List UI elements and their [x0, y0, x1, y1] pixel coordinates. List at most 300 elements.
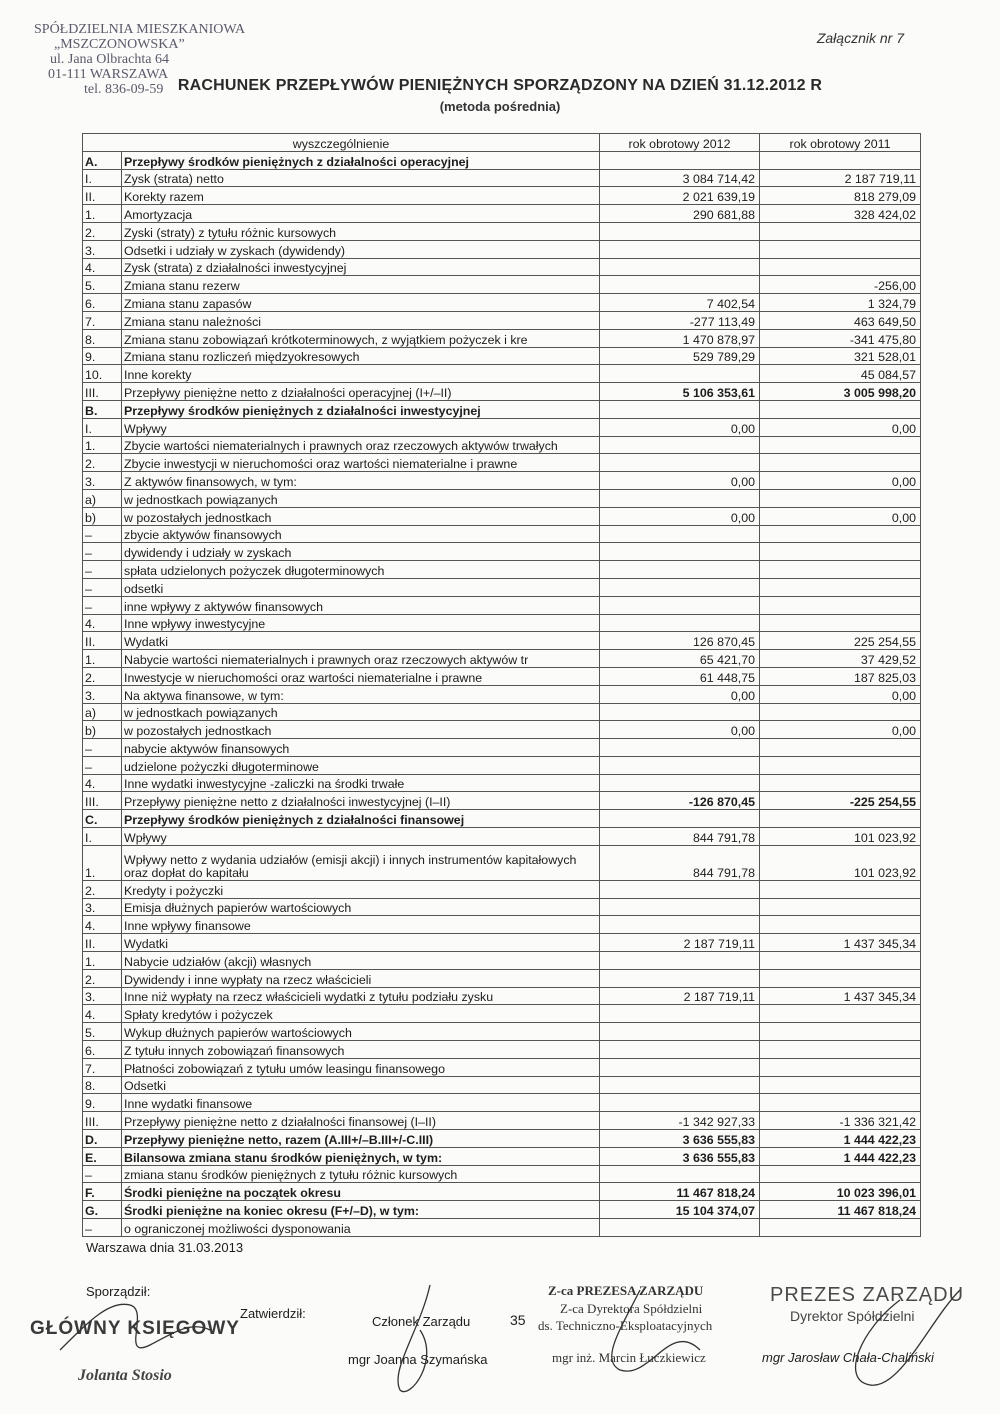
row-number: D.	[83, 1130, 122, 1148]
table-row	[83, 774, 921, 792]
row-number: –	[83, 525, 122, 543]
value-2012	[600, 561, 760, 579]
row-label: Zyski (straty) z tytułu różnic kursowych	[122, 222, 600, 240]
row-number: II.	[83, 632, 122, 650]
table-row	[83, 187, 921, 205]
table-row	[83, 400, 921, 418]
chief-accountant-name: Jolanta Stosio	[78, 1367, 172, 1384]
row-label: w jednostkach powiązanych	[122, 703, 600, 721]
value-2012	[600, 1076, 760, 1094]
table-row	[83, 845, 921, 880]
row-label: Przepływy środków pieniężnych z działalności inwestycyjnej	[122, 400, 600, 418]
row-number: 3.	[83, 898, 122, 916]
value-2011: 101 023,92	[760, 828, 921, 846]
board-member-label: Członek Zarządu	[372, 1314, 471, 1329]
value-2011	[760, 1058, 921, 1076]
document-title: RACHUNEK PRZEPŁYWÓW PIENIĘŻNYCH SPORZĄDZONY NA DZIEŃ 31.12.2012 R	[177, 77, 823, 94]
table-row	[83, 222, 921, 240]
table-row	[83, 311, 921, 329]
row-label: Amortyzacja	[122, 205, 600, 223]
value-2011: 321 528,01	[760, 347, 921, 365]
table-row	[83, 1201, 921, 1219]
value-2011	[760, 561, 921, 579]
row-number: b)	[83, 507, 122, 525]
row-label: Środki pieniężne na koniec okresu (F+/–D), w tym:	[122, 1201, 600, 1219]
table-row	[83, 1165, 921, 1183]
table-row	[83, 828, 921, 846]
value-2012	[600, 489, 760, 507]
value-2012	[600, 151, 760, 169]
row-label: o ograniczonej możliwości dysponowania	[122, 1219, 600, 1237]
value-2011: 3 005 998,20	[760, 383, 921, 401]
table-row	[83, 721, 921, 739]
value-2012: 0,00	[600, 472, 760, 490]
row-label: Przepływy pieniężne netto z działalności inwestycyjnej (I–II)	[122, 792, 600, 810]
value-2012	[600, 400, 760, 418]
row-label: udzielone pożyczki długoterminowe	[122, 756, 600, 774]
row-label: Spłaty kredytów i pożyczek	[122, 1005, 600, 1023]
value-2012: 3 636 555,83	[600, 1130, 760, 1148]
value-2011	[760, 880, 921, 898]
row-number: 3.	[83, 685, 122, 703]
value-2011	[760, 151, 921, 169]
value-2012	[600, 222, 760, 240]
table-row	[83, 436, 921, 454]
value-2012	[600, 810, 760, 828]
row-number: –	[83, 596, 122, 614]
row-number: –	[83, 578, 122, 596]
value-2012	[600, 756, 760, 774]
row-number: 10.	[83, 365, 122, 383]
row-number: III.	[83, 383, 122, 401]
row-label: Płatności zobowiązań z tytułu umów leasingu finansowego	[122, 1058, 600, 1076]
row-number: 1.	[83, 650, 122, 668]
value-2011: 0,00	[760, 507, 921, 525]
value-2012: 844 791,78	[600, 828, 760, 846]
row-number: 5.	[83, 276, 122, 294]
row-number: G.	[83, 1201, 122, 1219]
value-2012: 0,00	[600, 685, 760, 703]
row-number: 1.	[83, 952, 122, 970]
value-2011	[760, 258, 921, 276]
table-row	[83, 329, 921, 347]
row-label: inne wpływy z aktywów finansowych	[122, 596, 600, 614]
row-label: Zysk (strata) z działalności inwestycyjnej	[122, 258, 600, 276]
table-row	[83, 1058, 921, 1076]
table-row	[83, 1041, 921, 1059]
row-label: dywidendy i udziały w zyskach	[122, 543, 600, 561]
row-number: 3.	[83, 240, 122, 258]
table-row	[83, 934, 921, 952]
table-row	[83, 685, 921, 703]
value-2011	[760, 222, 921, 240]
table-row	[83, 151, 921, 169]
row-label: zmiana stanu środków pieniężnych z tytułu różnic kursowych	[122, 1165, 600, 1183]
row-number: II.	[83, 187, 122, 205]
row-label: Kredyty i pożyczki	[122, 880, 600, 898]
value-2012	[600, 578, 760, 596]
row-label: Wpływy netto z wydania udziałów (emisji akcji) i innych instrumentów kapitałowych oraz dopłat do kapitału	[122, 845, 600, 880]
value-2012	[600, 969, 760, 987]
row-label: Odsetki	[122, 1076, 600, 1094]
table-row	[83, 294, 921, 312]
column-header-year-2012: rok obrotowy 2012	[600, 134, 760, 152]
attachment-number: Załącznik nr 7	[816, 30, 904, 46]
row-number: 8.	[83, 329, 122, 347]
table-row	[83, 667, 921, 685]
value-2012: 3 084 714,42	[600, 169, 760, 187]
row-number: 2.	[83, 222, 122, 240]
row-label: zbycie aktywów finansowych	[122, 525, 600, 543]
value-2011	[760, 400, 921, 418]
table-row	[83, 561, 921, 579]
table-row	[83, 258, 921, 276]
row-label: Inne wpływy inwestycyjne	[122, 614, 600, 632]
row-label: Zbycie wartości niematerialnych i prawnych oraz rzeczowych aktywów trwałych	[122, 436, 600, 454]
value-2011	[760, 969, 921, 987]
value-2011	[760, 240, 921, 258]
president-director-title: Dyrektor Spółdzielni	[790, 1308, 915, 1324]
row-label: Zmiana stanu zapasów	[122, 294, 600, 312]
row-number: III.	[83, 792, 122, 810]
row-label: Nabycie udziałów (akcji) własnych	[122, 952, 600, 970]
value-2012: 126 870,45	[600, 632, 760, 650]
deputy-president-title: Z-ca PREZESA ZARZĄDU	[548, 1283, 704, 1298]
table-row	[83, 1147, 921, 1165]
table-row	[83, 169, 921, 187]
row-label: Wydatki	[122, 934, 600, 952]
value-2011	[760, 454, 921, 472]
row-number: I.	[83, 418, 122, 436]
row-label: Wpływy	[122, 828, 600, 846]
value-2011: 328 424,02	[760, 205, 921, 223]
row-label: Inne wydatki inwestycyjne -zaliczki na środki trwałe	[122, 774, 600, 792]
value-2011	[760, 1005, 921, 1023]
table-row	[83, 383, 921, 401]
table-row	[83, 916, 921, 934]
table-row	[83, 987, 921, 1005]
row-number: a)	[83, 703, 122, 721]
value-2012	[600, 1023, 760, 1041]
stamp-line: 01-111 WARSZAWA	[48, 67, 169, 82]
row-label: Wykup dłużnych papierów wartościowych	[122, 1023, 600, 1041]
value-2012: 65 421,70	[600, 650, 760, 668]
table-row	[83, 756, 921, 774]
value-2011: 463 649,50	[760, 311, 921, 329]
value-2012	[600, 1094, 760, 1112]
value-2011: 1 444 422,23	[760, 1130, 921, 1148]
value-2011	[760, 614, 921, 632]
chief-accountant-title: GŁÓWNY KSIĘGOWY	[30, 1318, 240, 1339]
value-2012	[600, 898, 760, 916]
table-row	[83, 472, 921, 490]
row-number: 1.	[83, 845, 122, 880]
value-2012: 0,00	[600, 721, 760, 739]
value-2011	[760, 578, 921, 596]
row-label: odsetki	[122, 578, 600, 596]
value-2011: -341 475,80	[760, 329, 921, 347]
prepared-by-label: Sporządził:	[86, 1284, 151, 1299]
row-label: Bilansowa zmiana stanu środków pieniężnych, w tym:	[122, 1147, 600, 1165]
value-2011	[760, 898, 921, 916]
value-2012	[600, 365, 760, 383]
value-2012: 290 681,88	[600, 205, 760, 223]
table-row	[83, 525, 921, 543]
row-number: –	[83, 561, 122, 579]
value-2012	[600, 1041, 760, 1059]
row-number: 6.	[83, 294, 122, 312]
row-label: Zmiana stanu rozliczeń międzyokresowych	[122, 347, 600, 365]
row-number: F.	[83, 1183, 122, 1201]
value-2011	[760, 1023, 921, 1041]
value-2012	[600, 596, 760, 614]
value-2011: 1 324,79	[760, 294, 921, 312]
row-label: Inne niż wypłaty na rzecz właścicieli wydatki z tytułu podziału zysku	[122, 987, 600, 1005]
value-2011	[760, 489, 921, 507]
table-row	[83, 205, 921, 223]
table-row	[83, 969, 921, 987]
cash-flow-table	[82, 133, 921, 1237]
value-2012	[600, 1058, 760, 1076]
table-row	[83, 810, 921, 828]
row-label: Inwestycje w nieruchomości oraz wartości niematerialne i prawne	[122, 667, 600, 685]
table-row	[83, 507, 921, 525]
row-number: –	[83, 739, 122, 757]
row-label: Inne korekty	[122, 365, 600, 383]
row-label: Przepływy pieniężne netto, razem (A.III+/–B.III+/-C.III)	[122, 1130, 600, 1148]
page-number: 35	[510, 1312, 526, 1328]
table-row	[83, 739, 921, 757]
row-number: –	[83, 1165, 122, 1183]
value-2011	[760, 810, 921, 828]
value-2012: 2 021 639,19	[600, 187, 760, 205]
row-number: 4.	[83, 916, 122, 934]
row-label: Zmiana stanu rezerw	[122, 276, 600, 294]
value-2012: 0,00	[600, 507, 760, 525]
value-2011	[760, 952, 921, 970]
row-label: Korekty razem	[122, 187, 600, 205]
row-number: 4.	[83, 774, 122, 792]
stamp-line: ul. Jana Olbrachta 64	[50, 52, 169, 67]
row-number: –	[83, 756, 122, 774]
value-2012: 11 467 818,24	[600, 1183, 760, 1201]
value-2012: -126 870,45	[600, 792, 760, 810]
approved-by-label: Zatwierdził:	[240, 1306, 306, 1321]
table-row	[83, 365, 921, 383]
value-2011: 187 825,03	[760, 667, 921, 685]
value-2011	[760, 1076, 921, 1094]
value-2012	[600, 258, 760, 276]
row-number: C.	[83, 810, 122, 828]
value-2012: 5 106 353,61	[600, 383, 760, 401]
row-label: Zbycie inwestycji w nieruchomości oraz wartości niematerialne i prawne	[122, 454, 600, 472]
row-number: III.	[83, 1112, 122, 1130]
table-row	[83, 596, 921, 614]
value-2011: 10 023 396,01	[760, 1183, 921, 1201]
value-2011	[760, 436, 921, 454]
row-label: w pozostałych jednostkach	[122, 721, 600, 739]
table-row	[83, 703, 921, 721]
value-2012	[600, 952, 760, 970]
row-label: spłata udzielonych pożyczek długoterminowych	[122, 561, 600, 579]
row-number: I.	[83, 828, 122, 846]
value-2012	[600, 1005, 760, 1023]
row-number: A.	[83, 151, 122, 169]
table-row	[83, 792, 921, 810]
table-row	[83, 240, 921, 258]
row-label: Dywidendy i inne wypłaty na rzecz właścicieli	[122, 969, 600, 987]
value-2012	[600, 525, 760, 543]
value-2011	[760, 1165, 921, 1183]
value-2011	[760, 1094, 921, 1112]
row-number: 8.	[83, 1076, 122, 1094]
value-2012	[600, 436, 760, 454]
table-row	[83, 489, 921, 507]
table-row	[83, 418, 921, 436]
value-2011: 225 254,55	[760, 632, 921, 650]
table-row	[83, 1094, 921, 1112]
value-2012: 2 187 719,11	[600, 987, 760, 1005]
table-row	[83, 1130, 921, 1148]
stamp-line: SPÓŁDZIELNIA MIESZKANIOWA	[34, 22, 246, 37]
row-label: Z tytułu innych zobowiązań finansowych	[122, 1041, 600, 1059]
value-2012: 0,00	[600, 418, 760, 436]
row-number: 9.	[83, 347, 122, 365]
value-2011: 0,00	[760, 685, 921, 703]
row-number: 1.	[83, 436, 122, 454]
value-2012	[600, 739, 760, 757]
row-number: 4.	[83, 614, 122, 632]
row-number: 2.	[83, 880, 122, 898]
table-row	[83, 276, 921, 294]
value-2012	[600, 543, 760, 561]
row-label: Środki pieniężne na początek okresu	[122, 1183, 600, 1201]
row-label: Przepływy środków pieniężnych z działalności operacyjnej	[122, 151, 600, 169]
deputy-director-title: Z-ca Dyrektora Spółdzielni	[560, 1301, 703, 1316]
row-number: b)	[83, 721, 122, 739]
row-label: w pozostałych jednostkach	[122, 507, 600, 525]
row-number: –	[83, 1219, 122, 1237]
row-number: 3.	[83, 472, 122, 490]
value-2012	[600, 454, 760, 472]
value-2012	[600, 276, 760, 294]
row-number: 6.	[83, 1041, 122, 1059]
president-title: PREZES ZARZĄDU	[770, 1284, 965, 1306]
value-2012: 1 470 878,97	[600, 329, 760, 347]
table-row	[83, 1112, 921, 1130]
place-and-date: Warszawa dnia 31.03.2013	[86, 1240, 244, 1255]
value-2011: -1 336 321,42	[760, 1112, 921, 1130]
value-2012: 7 402,54	[600, 294, 760, 312]
value-2011: 1 444 422,23	[760, 1147, 921, 1165]
stamp-line: „MSZCZONOWSKA”	[54, 37, 185, 52]
board-member-name: mgr Joanna Szymańska	[348, 1352, 488, 1367]
table-row	[83, 614, 921, 632]
table-row	[83, 347, 921, 365]
table-row	[83, 1076, 921, 1094]
table-row	[83, 454, 921, 472]
row-label: Przepływy środków pieniężnych z działalności finansowej	[122, 810, 600, 828]
value-2012	[600, 703, 760, 721]
value-2011: 11 467 818,24	[760, 1201, 921, 1219]
row-number: 1.	[83, 205, 122, 223]
row-number: –	[83, 543, 122, 561]
row-label: nabycie aktywów finansowych	[122, 739, 600, 757]
row-label: Wpływy	[122, 418, 600, 436]
table-header-row	[83, 134, 921, 152]
table-row	[83, 1023, 921, 1041]
value-2012	[600, 774, 760, 792]
value-2012: -1 342 927,33	[600, 1112, 760, 1130]
table-row	[83, 1183, 921, 1201]
value-2011: 0,00	[760, 418, 921, 436]
row-number: II.	[83, 934, 122, 952]
row-number: 2.	[83, 454, 122, 472]
value-2011: 0,00	[760, 472, 921, 490]
value-2012	[600, 916, 760, 934]
row-label: Zmiana stanu należności	[122, 311, 600, 329]
value-2011: -225 254,55	[760, 792, 921, 810]
row-label: Przepływy pieniężne netto z działalności finansowej (I–II)	[122, 1112, 600, 1130]
row-label: Zmiana stanu zobowiązań krótkoterminowych, z wyjątkiem pożyczek i kre	[122, 329, 600, 347]
value-2012	[600, 1165, 760, 1183]
row-label: w jednostkach powiązanych	[122, 489, 600, 507]
value-2012: 3 636 555,83	[600, 1147, 760, 1165]
value-2011	[760, 703, 921, 721]
row-label: Na aktywa finansowe, w tym:	[122, 685, 600, 703]
table-row	[83, 578, 921, 596]
row-label: Przepływy pieniężne netto z działalności operacyjnej (I+/–II)	[122, 383, 600, 401]
table-row	[83, 650, 921, 668]
table-row	[83, 880, 921, 898]
row-label: Emisja dłużnych papierów wartościowych	[122, 898, 600, 916]
table-row	[83, 543, 921, 561]
value-2012: 15 104 374,07	[600, 1201, 760, 1219]
row-number: E.	[83, 1147, 122, 1165]
value-2011: 2 187 719,11	[760, 169, 921, 187]
deputy-department: ds. Techniczno-Eksploatacyjnych	[538, 1318, 713, 1333]
table-row	[83, 898, 921, 916]
row-label: Z aktywów finansowych, w tym:	[122, 472, 600, 490]
table-row	[83, 1219, 921, 1237]
value-2011	[760, 756, 921, 774]
value-2012	[600, 1219, 760, 1237]
value-2011: 0,00	[760, 721, 921, 739]
value-2011: -256,00	[760, 276, 921, 294]
column-header-description: wyszczególnienie	[83, 134, 600, 152]
table-row	[83, 952, 921, 970]
president-name: mgr Jarosław Chała-Chaliński	[762, 1350, 934, 1365]
row-label: Zysk (strata) netto	[122, 169, 600, 187]
row-number: a)	[83, 489, 122, 507]
value-2012: -277 113,49	[600, 311, 760, 329]
value-2012	[600, 240, 760, 258]
row-number: 5.	[83, 1023, 122, 1041]
value-2011	[760, 1219, 921, 1237]
row-number: 3.	[83, 987, 122, 1005]
value-2011: 818 279,09	[760, 187, 921, 205]
row-label: Nabycie wartości niematerialnych i prawnych oraz rzeczowych aktywów tr	[122, 650, 600, 668]
value-2012: 61 448,75	[600, 667, 760, 685]
column-header-year-2011: rok obrotowy 2011	[760, 134, 921, 152]
value-2012	[600, 880, 760, 898]
value-2011	[760, 916, 921, 934]
value-2011	[760, 774, 921, 792]
value-2012	[600, 614, 760, 632]
stamp-line: tel. 836-09-59	[84, 82, 164, 97]
row-number: 9.	[83, 1094, 122, 1112]
signature-board-member	[398, 1285, 430, 1392]
